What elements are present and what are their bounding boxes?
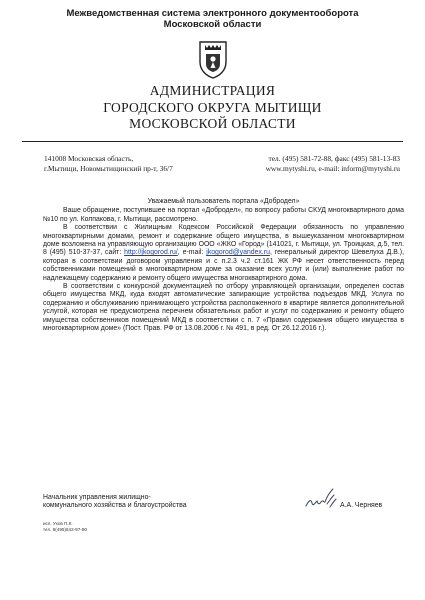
paragraph-2 (43, 224, 404, 283)
executor-info (43, 521, 87, 533)
letter-body (43, 198, 404, 334)
paragraph-2-text-b: , e-mail: (177, 249, 207, 257)
address-line2: г.Мытищи, Новомытищинский пр-т, 36/7 (44, 164, 173, 173)
organization-name (0, 83, 425, 133)
executor-phone: тел. 8(495)642-97-90 (43, 527, 87, 532)
org-name-line2: ГОРОДСКОГО ОКРУГА МЫТИЩИ (103, 99, 322, 115)
website-link[interactable]: http://jkogorod.ru/ (124, 249, 178, 257)
position-line1: Начальник управления жилищно- (43, 494, 151, 501)
executor-name: исп. Ухов П.К. (43, 521, 73, 526)
address-line1: 141008 Московская область, (44, 154, 134, 163)
signatory-position (43, 494, 187, 511)
handwritten-signature-icon (303, 486, 339, 516)
web-email-line: www.mytyshi.ru, e-mail: inform@mytyshi.ru (265, 164, 400, 173)
org-name-line1: АДМИНИСТРАЦИЯ (149, 83, 276, 98)
signatory-name: А.А. Черняев (340, 502, 383, 509)
system-title-line1: Межведомственная система электронного документооборота (66, 8, 359, 19)
coat-of-arms-icon (197, 40, 229, 80)
system-title-line2: Московской области (163, 19, 262, 30)
header-divider (22, 141, 403, 142)
paragraph-1: Ваше обращение, поступившее на портал «Добродел», по вопросу работы СКУД многоквартирного дома №10 по ул. Колпакова, г. Мытищи, рассмотрено. (43, 207, 404, 223)
paragraph-3: В соответствии с конкурсной документацией по отбору управляющей организации, определен состав общего имущества МКД, куда входят автоматические запирающие устройства подъездов МКД. Услуга по содержанию и обслуживанию принимающего устройства расположенного в квартире является дополнительной услугой, которая не предусмотрена перечнем обязательных работ и услуг по содержанию и ремонту общего имущества собственников помещений МКД в соответствии с п. 7 «Правил содержания общего имущества в многоквартирном доме» (Пост. Прав. РФ от 13.08.2006 г. № 491, в ред. От 26.12.2016 г.). (43, 283, 404, 333)
contact-info (214, 154, 400, 174)
paragraph-2-text-c: , генеральный директор Шевелуха Д.В.), которая в соответствии договором управления и с п.2.3 ч.2 ст.161 ЖК РФ несет ответственность перед собственниками помещений в многоквартирном доме за оказание всех услуг и (или) выполнение работ по надлежащему содержанию и ремонту общего имущества многоквартирного дома. (43, 249, 404, 282)
letter-greeting: Уважаемый пользователь портала «Добродел» (147, 198, 300, 205)
system-header (0, 8, 425, 30)
paragraph-2-text-a: В соответствии с Жилищным Кодексом Российской Федерации обязанность по управлению многоквартирными домами, ремонт и содержание общего имущества, в вышеуказанном многоквартирном доме возложена на управляющую организацию ООО «ЖКО «Город» (141021, г. Мытищи, ул. Троицкая, д.5, тел. 8 (495) 510-37-37, сайт: (43, 224, 404, 257)
phone-fax-line: тел. (495) 581-72-88, факс (495) 581-13-83 (268, 154, 400, 163)
org-name-line3: МОСКОВСКОЙ ОБЛАСТИ (129, 116, 296, 131)
email-link[interactable]: jkogorod@yandex.ru (206, 249, 270, 257)
position-line2: коммунального хозяйства и благоустройства (43, 502, 187, 510)
postal-address (44, 154, 173, 174)
